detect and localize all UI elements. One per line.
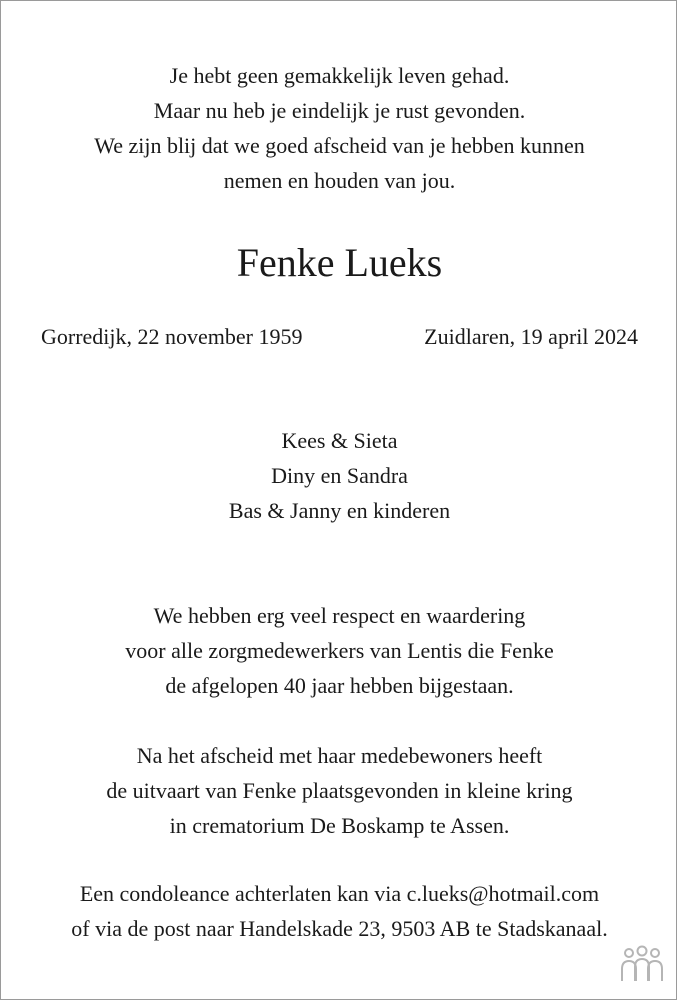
gratitude-line: We hebben erg veel respect en waardering <box>153 603 526 628</box>
verse-line: We zijn blij dat we goed afscheid van je hebben kunnen <box>94 133 585 158</box>
funeral-paragraph <box>1 738 677 843</box>
family-line: Diny en Sandra <box>271 463 408 488</box>
verse-line: Maar nu heb je eindelijk je rust gevonden. <box>153 98 526 123</box>
funeral-line: de uitvaart van Fenke plaatsgevonden in kleine kring <box>106 778 573 803</box>
gratitude-line: de afgelopen 40 jaar hebben bijgestaan. <box>165 673 514 698</box>
family-names <box>1 423 677 528</box>
funeral-line: Na het afscheid met haar medebewoners heeft <box>136 743 543 768</box>
verse-line: Je hebt geen gemakkelijk leven gehad. <box>169 63 510 88</box>
death-place-date: Zuidlaren, 19 april 2024 <box>424 324 638 349</box>
family-line: Kees & Sieta <box>281 428 398 453</box>
deceased-name: Fenke Lueks <box>236 240 443 285</box>
birth-place-date: Gorredijk, 22 november 1959 <box>41 324 303 349</box>
condolence-paragraph <box>1 876 677 946</box>
funeral-line: in crematorium De Boskamp te Assen. <box>169 813 510 838</box>
verse-line: nemen en houden van jou. <box>223 168 456 193</box>
gratitude-paragraph <box>1 598 677 703</box>
people-group-icon <box>618 945 666 985</box>
family-line: Bas & Janny en kinderen <box>228 498 451 523</box>
condolence-line: of via de post naar Handelskade 23, 9503 AB te Stadskanaal. <box>71 916 608 941</box>
gratitude-line: voor alle zorgmedewerkers van Lentis die Fenke <box>125 638 554 663</box>
condolence-line: Een condoleance achterlaten kan via c.lueks@hotmail.com <box>79 881 600 906</box>
opening-verse <box>1 58 677 198</box>
